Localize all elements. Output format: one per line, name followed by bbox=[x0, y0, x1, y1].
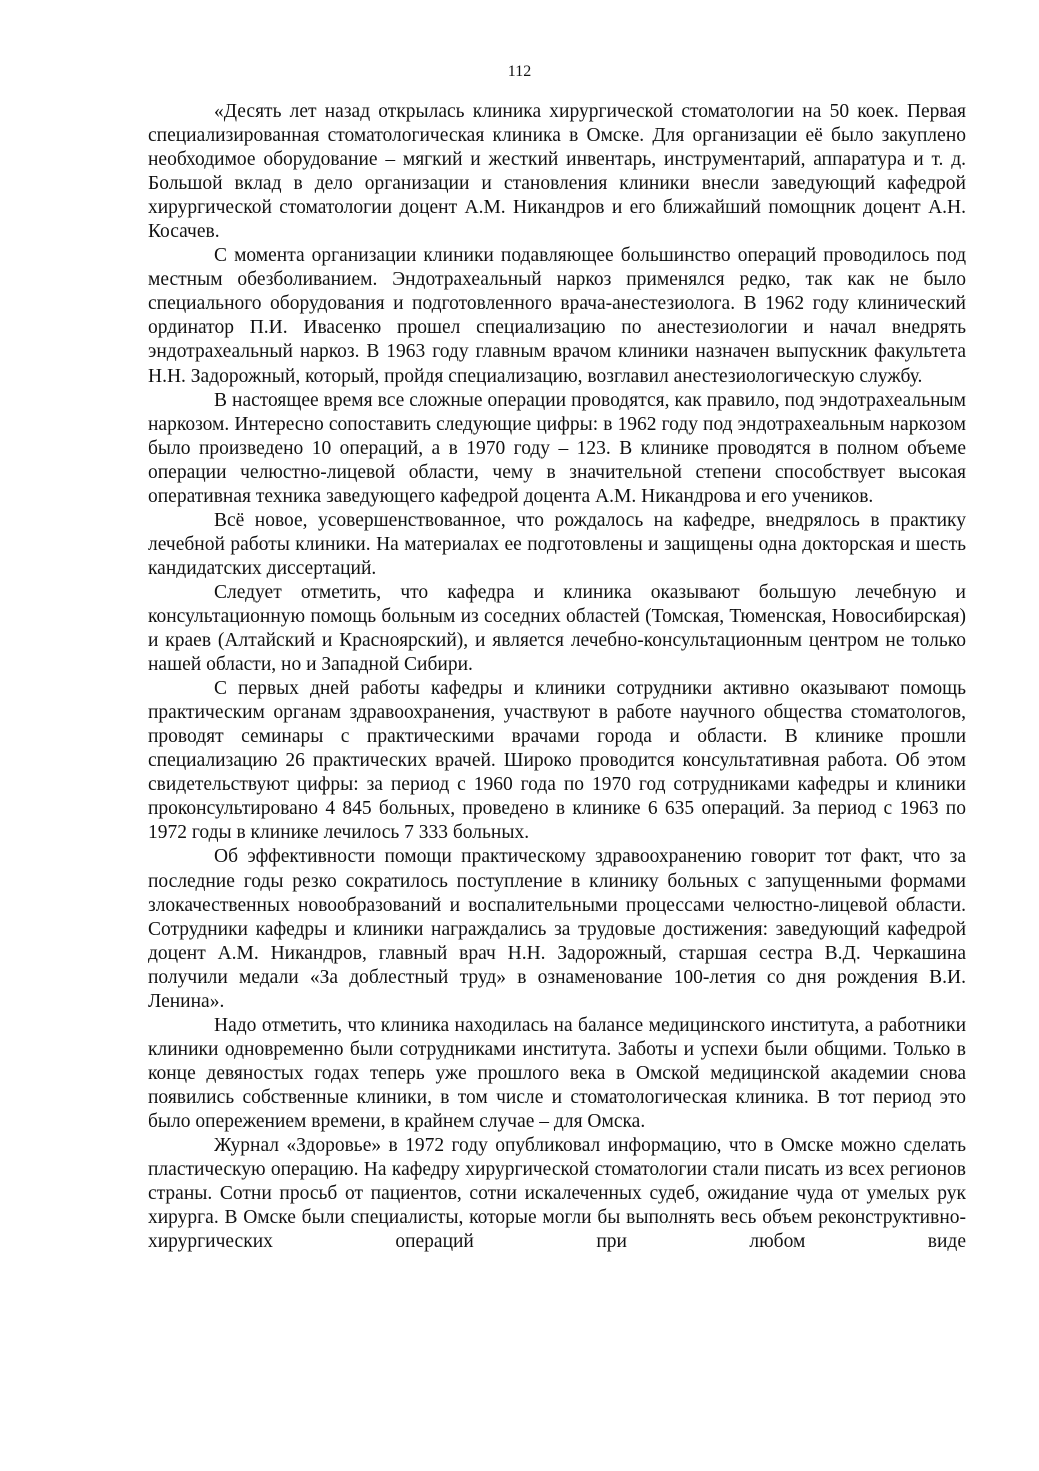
paragraph: «Десять лет назад открылась клиника хирургической стоматологии на 50 коек. Первая специализированная стоматологическая клиника в Омске. Для организации её было закуплено необходимое оборудование – мягкий и жесткий инвентарь, инструментарий, аппаратура и т. д. Большой вклад в дело организации и становления клиники внесли заведующий кафедрой хирургической стоматологии доцент А.М. Никандров и его ближайший помощник доцент А.Н. Косачев. bbox=[148, 101, 966, 243]
page-number: 112 bbox=[507, 63, 532, 80]
body-text bbox=[148, 100, 966, 1254]
paragraph: Следует отметить, что кафедра и клиника оказывают большую лечебную и консультационную помощь больным из соседних областей (Томская, Тюменская, Новосибирская) и краев (Алтайский и Красноярский), и является лечебно-консультационным центром не только нашей области, но и Западной Сибири. bbox=[148, 581, 966, 676]
paragraph: Журнал «Здоровье» в 1972 году опубликовал информацию, что в Омске можно сделать пластическую операцию. На кафедру хирургической стоматологии стали писать из всех регионов страны. Сотни просьб от пациентов, сотни искалеченных судеб, ожидание чуда от умелых рук хирурга. В Омске были специалисты, которые могли бы выполнять весь объем реконструктивно-хирургических операций при любом виде bbox=[148, 1135, 966, 1253]
paragraph: С момента организации клиники подавляющее большинство операций проводилось под местным обезболиванием. Эндотрахеальный наркоз применялся редко, так как не было специального оборудования и подготовленного врача-анестезиолога. В 1962 году клинический ординатор П.И. Ивасенко прошел специализацию по анестезиологии и начал внедрять эндотрахеальный наркоз. В 1963 году главным врачом клиники назначен выпускник факультета Н.Н. Задорожный, который, пройдя специализацию, возглавил анестезиологическую службу. bbox=[148, 245, 966, 387]
paragraph: В настоящее время все сложные операции проводятся, как правило, под эндотрахеальным наркозом. Интересно сопоставить следующие цифры: в 1962 году под эндотрахеальным наркозом было произведено 10 операций, а в 1970 году – 123. В клинике проводятся в полном объеме операции челюстно-лицевой области, чему в значительной степени способствует высокая оперативная техника заведующего кафедрой доцента А.М. Никандрова и его учеников. bbox=[148, 389, 966, 507]
paragraph: Об эффективности помощи практическому здравоохранению говорит тот факт, что за последние годы резко сократилось поступление в клинику больных с запущенными формами злокачественных новообразований и воспалительными процессами челюстно-лицевой области. Сотрудники кафедры и клиники награждались за трудовые достижения: заведующий кафедрой доцент А.М. Никандров, главный врач Н.Н. Задорожный, старшая сестра В.Д. Черкашина получили медали «За доблестный труд» в ознаменование 100-летия со дня рождения В.И. Ленина». bbox=[148, 846, 966, 1012]
paragraph: С первых дней работы кафедры и клиники сотрудники активно оказывают помощь практическим органам здравоохранения, участвуют в работе научного общества стоматологов, проводят семинары с практическими врачами города и области. В клинике прошли специализацию 26 практических врачей. Широко проводится консультативная работа. Об этом свидетельствуют цифры: за период с 1960 года по 1970 год сотрудниками кафедры и клиники проконсультировано 4 845 больных, проведено в клинике 6 635 операций. За период с 1963 по 1972 годы в клинике лечилось 7 333 больных. bbox=[148, 678, 966, 844]
paragraph: Всё новое, усовершенствованное, что рождалось на кафедре, внедрялось в практику лечебной работы клиники. На материалах ее подготовлены и защищены одна докторская и шесть кандидатских диссертаций. bbox=[148, 509, 966, 579]
paragraph: Надо отметить, что клиника находилась на балансе медицинского института, а работники клиники одновременно были сотрудниками института. Заботы и успехи были общими. Только в конце девяностых годах теперь уже прошлого века в Омской медицинской академии снова появились собственные клиники, в том числе и стоматологическая клиника. В тот период это было опережением времени, в крайнем случае – для Омска. bbox=[148, 1014, 966, 1132]
